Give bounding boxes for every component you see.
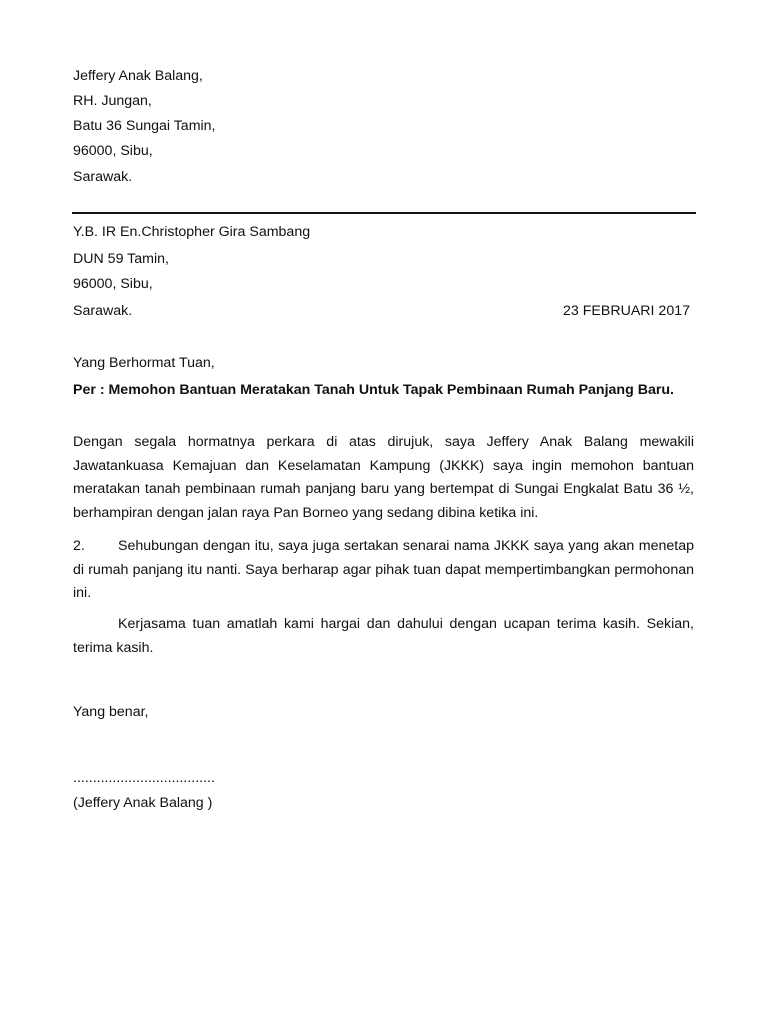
paragraph-text: Kerjasama tuan amatlah kami hargai dan dahului dengan ucapan terima kasih. Sekian, terima kasih. [73, 616, 694, 656]
salutation: Yang Berhormat Tuan, [73, 355, 215, 371]
recipient-address-line: Sarawak. [73, 303, 133, 319]
body-paragraph-1: Dengan segala hormatnya perkara di atas dirujuk, saya Jeffery Anak Balang mewakili Jawatankuasa Kemajuan dan Keselamatan Kampung (JKKK) saya ingin memohon bantuan meratakan tanah pembinaan rumah panjang baru yang bertempat di Sungai Engkalat Batu 36 ½, berhampiran dengan jalan raya Pan Borneo yang sedang dibina ketika ini. [73, 434, 694, 521]
sender-address-line: RH. Jungan, [73, 93, 152, 109]
letter-date: 23 FEBRUARI 2017 [563, 303, 690, 319]
closing: Yang benar, [73, 704, 149, 720]
header-divider [72, 212, 696, 214]
recipient-name: Y.B. IR En.Christopher Gira Sambang [73, 224, 311, 240]
sender-address-line: 96000, Sibu, [73, 143, 153, 159]
subject-line: Per : Memohon Bantuan Meratakan Tanah Untuk Tapak Pembinaan Rumah Panjang Baru. [73, 382, 674, 398]
recipient-address-line: DUN 59 Tamin, [73, 251, 169, 267]
paragraph-text: Sehubungan dengan itu, saya juga sertakan senarai nama JKKK saya yang akan menetap di rumah panjang itu nanti. Saya berharap agar pihak tuan dapat mempertimbangkan permohonan ini. [73, 538, 694, 601]
sender-address-line: Batu 36 Sungai Tamin, [73, 118, 216, 134]
paragraph-number: 2. [73, 538, 85, 554]
sender-address-line: Sarawak. [73, 169, 133, 185]
body-paragraph-3 [73, 613, 694, 660]
signature-name: (Jeffery Anak Balang ) [73, 795, 213, 811]
sender-name: Jeffery Anak Balang, [73, 68, 203, 84]
recipient-address-line: 96000, Sibu, [73, 276, 153, 292]
signature-line: .................................... [73, 770, 215, 786]
body-paragraph-2 [73, 535, 694, 606]
